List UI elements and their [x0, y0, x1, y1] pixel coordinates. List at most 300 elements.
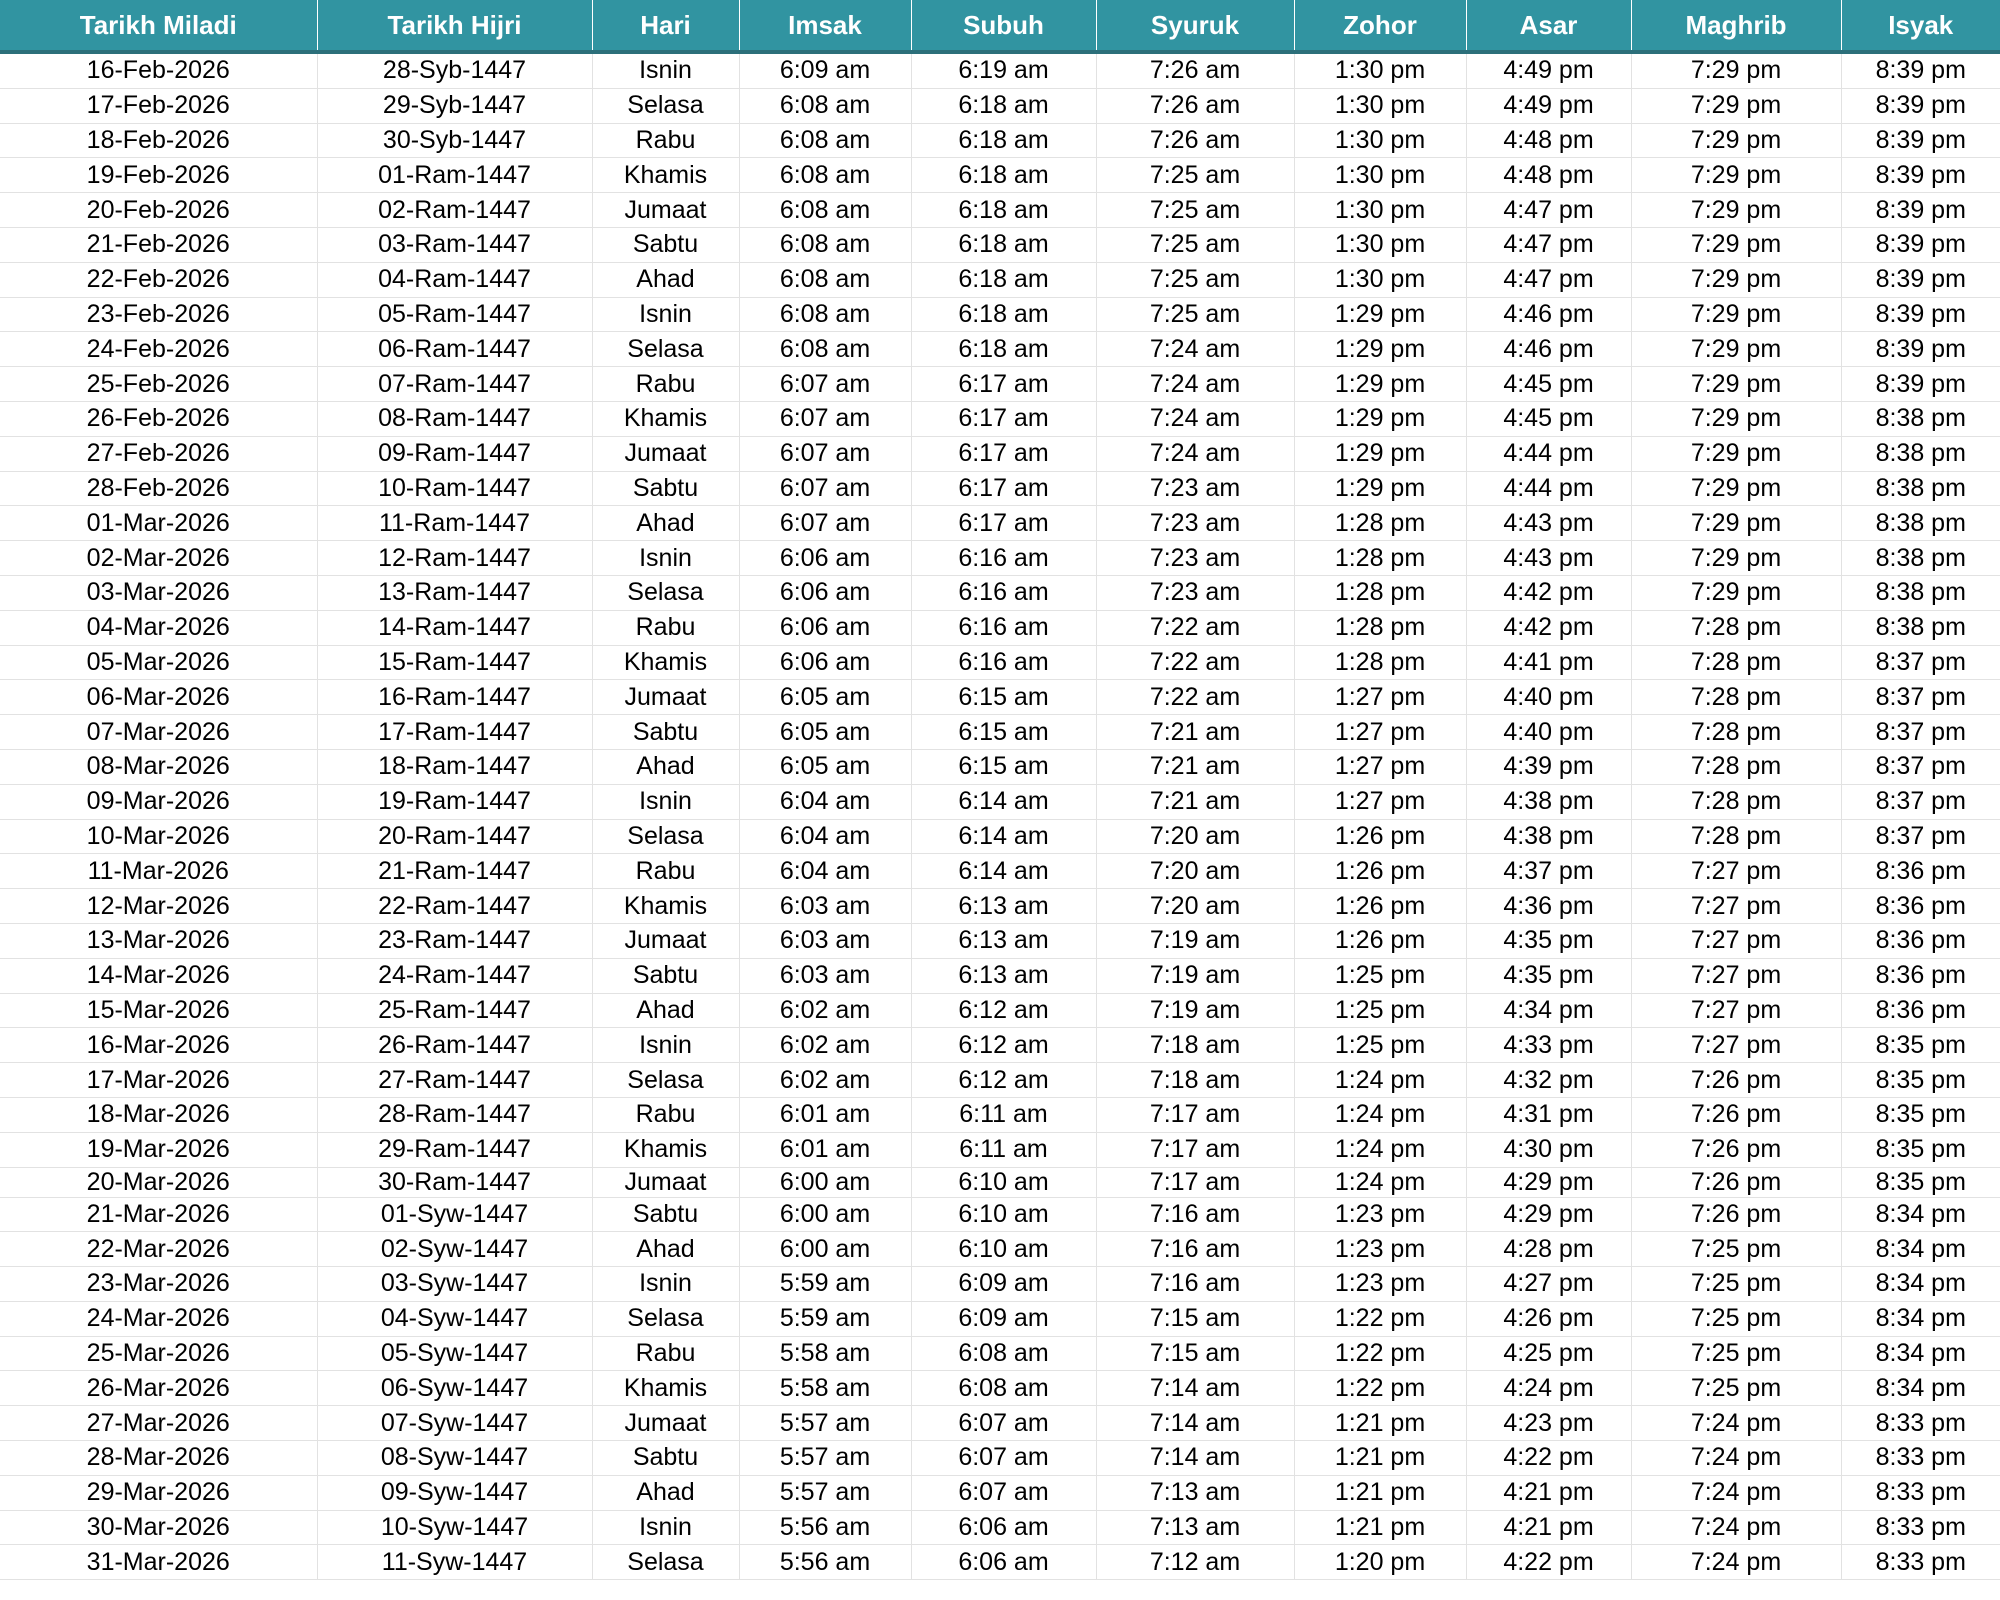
cell-tarikh-miladi: 29-Mar-2026 — [0, 1475, 317, 1510]
table-row — [0, 610, 2000, 645]
cell-imsak: 6:08 am — [739, 262, 911, 297]
cell-tarikh-miladi: 25-Mar-2026 — [0, 1336, 317, 1371]
cell-zohor: 1:30 pm — [1294, 193, 1466, 228]
cell-maghrib: 7:27 pm — [1631, 854, 1841, 889]
cell-hari: Sabtu — [592, 715, 739, 750]
cell-hari: Selasa — [592, 575, 739, 610]
cell-hari: Sabtu — [592, 471, 739, 506]
cell-zohor: 1:29 pm — [1294, 367, 1466, 402]
cell-hari: Isnin — [592, 541, 739, 576]
cell-zohor: 1:30 pm — [1294, 227, 1466, 262]
cell-isyak: 8:39 pm — [1841, 123, 2000, 158]
cell-syuruk: 7:14 am — [1096, 1371, 1294, 1406]
table-row — [0, 784, 2000, 819]
cell-isyak: 8:37 pm — [1841, 715, 2000, 750]
cell-isyak: 8:34 pm — [1841, 1267, 2000, 1302]
cell-imsak: 6:01 am — [739, 1097, 911, 1132]
table-row — [0, 193, 2000, 228]
cell-asar: 4:25 pm — [1466, 1336, 1631, 1371]
cell-tarikh-miladi: 24-Mar-2026 — [0, 1301, 317, 1336]
cell-asar: 4:48 pm — [1466, 158, 1631, 193]
table-row — [0, 1371, 2000, 1406]
cell-isyak: 8:38 pm — [1841, 610, 2000, 645]
cell-syuruk: 7:24 am — [1096, 367, 1294, 402]
cell-isyak: 8:36 pm — [1841, 889, 2000, 924]
cell-imsak: 6:05 am — [739, 715, 911, 750]
cell-asar: 4:22 pm — [1466, 1441, 1631, 1476]
cell-isyak: 8:39 pm — [1841, 193, 2000, 228]
table-row — [0, 1510, 2000, 1545]
cell-syuruk: 7:15 am — [1096, 1301, 1294, 1336]
cell-tarikh-miladi: 11-Mar-2026 — [0, 854, 317, 889]
header-subuh: Subuh — [911, 0, 1096, 52]
cell-asar: 4:43 pm — [1466, 541, 1631, 576]
cell-hari: Ahad — [592, 506, 739, 541]
cell-zohor: 1:20 pm — [1294, 1545, 1466, 1580]
cell-tarikh-miladi: 24-Feb-2026 — [0, 332, 317, 367]
header-maghrib: Maghrib — [1631, 0, 1841, 52]
cell-tarikh-miladi: 09-Mar-2026 — [0, 784, 317, 819]
cell-maghrib: 7:24 pm — [1631, 1545, 1841, 1580]
cell-subuh: 6:17 am — [911, 471, 1096, 506]
cell-imsak: 6:07 am — [739, 367, 911, 402]
cell-hari: Selasa — [592, 819, 739, 854]
cell-syuruk: 7:17 am — [1096, 1097, 1294, 1132]
cell-subuh: 6:14 am — [911, 854, 1096, 889]
cell-maghrib: 7:26 pm — [1631, 1197, 1841, 1232]
cell-syuruk: 7:20 am — [1096, 889, 1294, 924]
cell-subuh: 6:18 am — [911, 332, 1096, 367]
cell-tarikh-miladi: 26-Feb-2026 — [0, 401, 317, 436]
cell-hari: Rabu — [592, 123, 739, 158]
cell-syuruk: 7:26 am — [1096, 52, 1294, 88]
table-row — [0, 1441, 2000, 1476]
cell-tarikh-hijri: 29-Syb-1447 — [317, 88, 592, 123]
cell-isyak: 8:35 pm — [1841, 1028, 2000, 1063]
cell-imsak: 6:03 am — [739, 958, 911, 993]
cell-tarikh-miladi: 18-Feb-2026 — [0, 123, 317, 158]
cell-subuh: 6:17 am — [911, 401, 1096, 436]
cell-maghrib: 7:28 pm — [1631, 680, 1841, 715]
cell-tarikh-hijri: 14-Ram-1447 — [317, 610, 592, 645]
table-body — [0, 52, 2000, 1580]
cell-isyak: 8:37 pm — [1841, 645, 2000, 680]
cell-subuh: 6:08 am — [911, 1371, 1096, 1406]
cell-maghrib: 7:29 pm — [1631, 123, 1841, 158]
cell-syuruk: 7:26 am — [1096, 123, 1294, 158]
cell-syuruk: 7:24 am — [1096, 436, 1294, 471]
cell-tarikh-hijri: 13-Ram-1447 — [317, 575, 592, 610]
cell-syuruk: 7:13 am — [1096, 1510, 1294, 1545]
cell-subuh: 6:09 am — [911, 1267, 1096, 1302]
cell-syuruk: 7:16 am — [1096, 1232, 1294, 1267]
cell-asar: 4:45 pm — [1466, 401, 1631, 436]
cell-isyak: 8:33 pm — [1841, 1545, 2000, 1580]
cell-maghrib: 7:26 pm — [1631, 1132, 1841, 1167]
cell-asar: 4:21 pm — [1466, 1510, 1631, 1545]
cell-hari: Isnin — [592, 1510, 739, 1545]
cell-imsak: 5:57 am — [739, 1441, 911, 1476]
table-row — [0, 993, 2000, 1028]
cell-zohor: 1:28 pm — [1294, 610, 1466, 645]
cell-imsak: 6:00 am — [739, 1232, 911, 1267]
cell-isyak: 8:38 pm — [1841, 401, 2000, 436]
cell-zohor: 1:29 pm — [1294, 401, 1466, 436]
cell-maghrib: 7:29 pm — [1631, 297, 1841, 332]
cell-asar: 4:28 pm — [1466, 1232, 1631, 1267]
cell-syuruk: 7:22 am — [1096, 610, 1294, 645]
cell-tarikh-hijri: 11-Syw-1447 — [317, 1545, 592, 1580]
cell-hari: Khamis — [592, 645, 739, 680]
cell-hari: Khamis — [592, 889, 739, 924]
cell-tarikh-hijri: 20-Ram-1447 — [317, 819, 592, 854]
cell-subuh: 6:06 am — [911, 1510, 1096, 1545]
cell-zohor: 1:30 pm — [1294, 262, 1466, 297]
cell-imsak: 6:02 am — [739, 1063, 911, 1098]
cell-zohor: 1:29 pm — [1294, 471, 1466, 506]
cell-isyak: 8:35 pm — [1841, 1063, 2000, 1098]
cell-asar: 4:49 pm — [1466, 52, 1631, 88]
cell-maghrib: 7:29 pm — [1631, 52, 1841, 88]
table-row — [0, 297, 2000, 332]
cell-tarikh-miladi: 21-Mar-2026 — [0, 1197, 317, 1232]
table-row — [0, 1301, 2000, 1336]
cell-hari: Rabu — [592, 854, 739, 889]
cell-subuh: 6:07 am — [911, 1406, 1096, 1441]
cell-tarikh-hijri: 05-Ram-1447 — [317, 297, 592, 332]
cell-asar: 4:44 pm — [1466, 471, 1631, 506]
cell-maghrib: 7:28 pm — [1631, 749, 1841, 784]
cell-tarikh-miladi: 04-Mar-2026 — [0, 610, 317, 645]
cell-tarikh-hijri: 28-Syb-1447 — [317, 52, 592, 88]
cell-subuh: 6:18 am — [911, 158, 1096, 193]
cell-subuh: 6:17 am — [911, 436, 1096, 471]
cell-imsak: 6:00 am — [739, 1167, 911, 1197]
cell-imsak: 6:08 am — [739, 297, 911, 332]
cell-hari: Isnin — [592, 1267, 739, 1302]
cell-maghrib: 7:29 pm — [1631, 262, 1841, 297]
cell-subuh: 6:13 am — [911, 923, 1096, 958]
cell-subuh: 6:17 am — [911, 506, 1096, 541]
cell-tarikh-hijri: 10-Ram-1447 — [317, 471, 592, 506]
table-row — [0, 436, 2000, 471]
table-row — [0, 715, 2000, 750]
cell-imsak: 5:58 am — [739, 1336, 911, 1371]
cell-hari: Jumaat — [592, 680, 739, 715]
cell-hari: Sabtu — [592, 1197, 739, 1232]
cell-asar: 4:35 pm — [1466, 923, 1631, 958]
cell-tarikh-hijri: 27-Ram-1447 — [317, 1063, 592, 1098]
cell-isyak: 8:34 pm — [1841, 1371, 2000, 1406]
cell-maghrib: 7:24 pm — [1631, 1406, 1841, 1441]
cell-tarikh-miladi: 13-Mar-2026 — [0, 923, 317, 958]
cell-imsak: 5:59 am — [739, 1301, 911, 1336]
cell-subuh: 6:14 am — [911, 819, 1096, 854]
cell-zohor: 1:21 pm — [1294, 1441, 1466, 1476]
cell-hari: Ahad — [592, 993, 739, 1028]
cell-syuruk: 7:25 am — [1096, 262, 1294, 297]
cell-syuruk: 7:15 am — [1096, 1336, 1294, 1371]
cell-hari: Ahad — [592, 1475, 739, 1510]
cell-tarikh-hijri: 22-Ram-1447 — [317, 889, 592, 924]
cell-zohor: 1:23 pm — [1294, 1232, 1466, 1267]
table-row — [0, 889, 2000, 924]
cell-isyak: 8:37 pm — [1841, 819, 2000, 854]
cell-hari: Sabtu — [592, 958, 739, 993]
cell-maghrib: 7:29 pm — [1631, 332, 1841, 367]
cell-tarikh-miladi: 15-Mar-2026 — [0, 993, 317, 1028]
table-row — [0, 401, 2000, 436]
cell-tarikh-hijri: 02-Syw-1447 — [317, 1232, 592, 1267]
cell-tarikh-hijri: 28-Ram-1447 — [317, 1097, 592, 1132]
cell-imsak: 6:01 am — [739, 1132, 911, 1167]
cell-syuruk: 7:19 am — [1096, 958, 1294, 993]
cell-subuh: 6:15 am — [911, 715, 1096, 750]
cell-tarikh-miladi: 05-Mar-2026 — [0, 645, 317, 680]
table-row — [0, 123, 2000, 158]
table-row — [0, 541, 2000, 576]
cell-asar: 4:37 pm — [1466, 854, 1631, 889]
cell-tarikh-miladi: 20-Feb-2026 — [0, 193, 317, 228]
cell-imsak: 6:08 am — [739, 332, 911, 367]
cell-hari: Selasa — [592, 88, 739, 123]
cell-tarikh-miladi: 02-Mar-2026 — [0, 541, 317, 576]
cell-hari: Selasa — [592, 332, 739, 367]
header-hari: Hari — [592, 0, 739, 52]
cell-maghrib: 7:27 pm — [1631, 923, 1841, 958]
cell-maghrib: 7:25 pm — [1631, 1371, 1841, 1406]
cell-isyak: 8:37 pm — [1841, 784, 2000, 819]
cell-isyak: 8:36 pm — [1841, 854, 2000, 889]
cell-subuh: 6:18 am — [911, 262, 1096, 297]
cell-syuruk: 7:26 am — [1096, 88, 1294, 123]
cell-maghrib: 7:24 pm — [1631, 1475, 1841, 1510]
cell-isyak: 8:39 pm — [1841, 297, 2000, 332]
cell-asar: 4:26 pm — [1466, 1301, 1631, 1336]
cell-syuruk: 7:24 am — [1096, 401, 1294, 436]
cell-asar: 4:21 pm — [1466, 1475, 1631, 1510]
table-row — [0, 1197, 2000, 1232]
cell-syuruk: 7:25 am — [1096, 297, 1294, 332]
cell-zohor: 1:21 pm — [1294, 1406, 1466, 1441]
cell-subuh: 6:10 am — [911, 1197, 1096, 1232]
table-row — [0, 367, 2000, 402]
cell-hari: Ahad — [592, 262, 739, 297]
cell-hari: Isnin — [592, 1028, 739, 1063]
cell-isyak: 8:39 pm — [1841, 158, 2000, 193]
cell-maghrib: 7:29 pm — [1631, 158, 1841, 193]
cell-syuruk: 7:23 am — [1096, 506, 1294, 541]
cell-tarikh-miladi: 19-Mar-2026 — [0, 1132, 317, 1167]
cell-zohor: 1:29 pm — [1294, 332, 1466, 367]
cell-subuh: 6:19 am — [911, 52, 1096, 88]
cell-subuh: 6:13 am — [911, 889, 1096, 924]
cell-asar: 4:22 pm — [1466, 1545, 1631, 1580]
cell-tarikh-miladi: 21-Feb-2026 — [0, 227, 317, 262]
cell-asar: 4:45 pm — [1466, 367, 1631, 402]
cell-imsak: 5:58 am — [739, 1371, 911, 1406]
cell-tarikh-miladi: 10-Mar-2026 — [0, 819, 317, 854]
cell-isyak: 8:38 pm — [1841, 471, 2000, 506]
cell-zohor: 1:21 pm — [1294, 1510, 1466, 1545]
cell-zohor: 1:30 pm — [1294, 123, 1466, 158]
table-row — [0, 1167, 2000, 1197]
header-isyak: Isyak — [1841, 0, 2000, 52]
cell-imsak: 6:03 am — [739, 923, 911, 958]
cell-tarikh-miladi: 14-Mar-2026 — [0, 958, 317, 993]
cell-maghrib: 7:24 pm — [1631, 1441, 1841, 1476]
cell-tarikh-miladi: 22-Feb-2026 — [0, 262, 317, 297]
cell-maghrib: 7:29 pm — [1631, 471, 1841, 506]
cell-maghrib: 7:28 pm — [1631, 784, 1841, 819]
cell-isyak: 8:36 pm — [1841, 958, 2000, 993]
cell-imsak: 6:08 am — [739, 227, 911, 262]
cell-isyak: 8:33 pm — [1841, 1441, 2000, 1476]
cell-tarikh-miladi: 08-Mar-2026 — [0, 749, 317, 784]
cell-asar: 4:40 pm — [1466, 680, 1631, 715]
table-row — [0, 645, 2000, 680]
cell-syuruk: 7:19 am — [1096, 993, 1294, 1028]
cell-hari: Isnin — [592, 297, 739, 332]
cell-asar: 4:49 pm — [1466, 88, 1631, 123]
cell-tarikh-hijri: 09-Syw-1447 — [317, 1475, 592, 1510]
cell-tarikh-miladi: 17-Feb-2026 — [0, 88, 317, 123]
cell-subuh: 6:18 am — [911, 227, 1096, 262]
cell-syuruk: 7:13 am — [1096, 1475, 1294, 1510]
cell-isyak: 8:35 pm — [1841, 1167, 2000, 1197]
cell-imsak: 6:05 am — [739, 680, 911, 715]
cell-maghrib: 7:29 pm — [1631, 193, 1841, 228]
cell-subuh: 6:17 am — [911, 367, 1096, 402]
cell-syuruk: 7:14 am — [1096, 1441, 1294, 1476]
cell-isyak: 8:36 pm — [1841, 993, 2000, 1028]
cell-zohor: 1:22 pm — [1294, 1371, 1466, 1406]
cell-asar: 4:40 pm — [1466, 715, 1631, 750]
cell-asar: 4:27 pm — [1466, 1267, 1631, 1302]
header-zohor: Zohor — [1294, 0, 1466, 52]
cell-imsak: 6:09 am — [739, 52, 911, 88]
cell-subuh: 6:16 am — [911, 541, 1096, 576]
cell-maghrib: 7:26 pm — [1631, 1097, 1841, 1132]
cell-tarikh-hijri: 09-Ram-1447 — [317, 436, 592, 471]
cell-imsak: 6:03 am — [739, 889, 911, 924]
cell-tarikh-miladi: 07-Mar-2026 — [0, 715, 317, 750]
cell-tarikh-hijri: 11-Ram-1447 — [317, 506, 592, 541]
table-row — [0, 1545, 2000, 1580]
cell-tarikh-hijri: 30-Ram-1447 — [317, 1167, 592, 1197]
cell-maghrib: 7:29 pm — [1631, 506, 1841, 541]
cell-syuruk: 7:18 am — [1096, 1028, 1294, 1063]
cell-subuh: 6:06 am — [911, 1545, 1096, 1580]
cell-hari: Jumaat — [592, 1167, 739, 1197]
header-row — [0, 0, 2000, 52]
cell-asar: 4:47 pm — [1466, 227, 1631, 262]
cell-asar: 4:46 pm — [1466, 332, 1631, 367]
cell-asar: 4:47 pm — [1466, 262, 1631, 297]
cell-zohor: 1:30 pm — [1294, 88, 1466, 123]
cell-zohor: 1:29 pm — [1294, 436, 1466, 471]
cell-tarikh-hijri: 29-Ram-1447 — [317, 1132, 592, 1167]
cell-tarikh-miladi: 25-Feb-2026 — [0, 367, 317, 402]
cell-isyak: 8:38 pm — [1841, 506, 2000, 541]
cell-isyak: 8:34 pm — [1841, 1232, 2000, 1267]
cell-syuruk: 7:12 am — [1096, 1545, 1294, 1580]
cell-tarikh-hijri: 05-Syw-1447 — [317, 1336, 592, 1371]
cell-imsak: 6:06 am — [739, 575, 911, 610]
cell-tarikh-hijri: 03-Syw-1447 — [317, 1267, 592, 1302]
cell-subuh: 6:10 am — [911, 1232, 1096, 1267]
cell-tarikh-hijri: 25-Ram-1447 — [317, 993, 592, 1028]
cell-isyak: 8:37 pm — [1841, 680, 2000, 715]
cell-subuh: 6:08 am — [911, 1336, 1096, 1371]
cell-tarikh-miladi: 16-Feb-2026 — [0, 52, 317, 88]
cell-hari: Rabu — [592, 1336, 739, 1371]
cell-tarikh-hijri: 08-Syw-1447 — [317, 1441, 592, 1476]
cell-zohor: 1:27 pm — [1294, 749, 1466, 784]
cell-imsak: 5:57 am — [739, 1475, 911, 1510]
cell-maghrib: 7:25 pm — [1631, 1336, 1841, 1371]
cell-tarikh-miladi: 31-Mar-2026 — [0, 1545, 317, 1580]
cell-subuh: 6:10 am — [911, 1167, 1096, 1197]
cell-maghrib: 7:27 pm — [1631, 993, 1841, 1028]
cell-imsak: 6:08 am — [739, 158, 911, 193]
cell-tarikh-miladi: 26-Mar-2026 — [0, 1371, 317, 1406]
cell-subuh: 6:12 am — [911, 1028, 1096, 1063]
cell-maghrib: 7:29 pm — [1631, 401, 1841, 436]
cell-syuruk: 7:16 am — [1096, 1267, 1294, 1302]
cell-tarikh-miladi: 03-Mar-2026 — [0, 575, 317, 610]
header-syuruk: Syuruk — [1096, 0, 1294, 52]
cell-imsak: 5:57 am — [739, 1406, 911, 1441]
cell-hari: Khamis — [592, 1371, 739, 1406]
cell-hari: Selasa — [592, 1301, 739, 1336]
cell-subuh: 6:18 am — [911, 297, 1096, 332]
cell-hari: Jumaat — [592, 193, 739, 228]
cell-asar: 4:23 pm — [1466, 1406, 1631, 1441]
cell-isyak: 8:37 pm — [1841, 749, 2000, 784]
table-row — [0, 819, 2000, 854]
cell-zohor: 1:24 pm — [1294, 1063, 1466, 1098]
cell-isyak: 8:34 pm — [1841, 1301, 2000, 1336]
cell-tarikh-hijri: 12-Ram-1447 — [317, 541, 592, 576]
cell-zohor: 1:22 pm — [1294, 1301, 1466, 1336]
cell-imsak: 5:56 am — [739, 1510, 911, 1545]
cell-subuh: 6:16 am — [911, 610, 1096, 645]
cell-tarikh-miladi: 23-Mar-2026 — [0, 1267, 317, 1302]
cell-zohor: 1:26 pm — [1294, 923, 1466, 958]
cell-isyak: 8:38 pm — [1841, 541, 2000, 576]
table-row — [0, 88, 2000, 123]
cell-subuh: 6:14 am — [911, 784, 1096, 819]
cell-zohor: 1:28 pm — [1294, 575, 1466, 610]
table-row — [0, 1336, 2000, 1371]
cell-asar: 4:39 pm — [1466, 749, 1631, 784]
cell-maghrib: 7:27 pm — [1631, 958, 1841, 993]
cell-maghrib: 7:28 pm — [1631, 819, 1841, 854]
cell-imsak: 6:00 am — [739, 1197, 911, 1232]
cell-tarikh-hijri: 01-Ram-1447 — [317, 158, 592, 193]
cell-tarikh-hijri: 21-Ram-1447 — [317, 854, 592, 889]
cell-isyak: 8:35 pm — [1841, 1132, 2000, 1167]
cell-tarikh-hijri: 02-Ram-1447 — [317, 193, 592, 228]
cell-tarikh-miladi: 16-Mar-2026 — [0, 1028, 317, 1063]
cell-zohor: 1:27 pm — [1294, 715, 1466, 750]
cell-syuruk: 7:21 am — [1096, 715, 1294, 750]
cell-asar: 4:35 pm — [1466, 958, 1631, 993]
cell-tarikh-hijri: 17-Ram-1447 — [317, 715, 592, 750]
table-row — [0, 1406, 2000, 1441]
cell-zohor: 1:22 pm — [1294, 1336, 1466, 1371]
